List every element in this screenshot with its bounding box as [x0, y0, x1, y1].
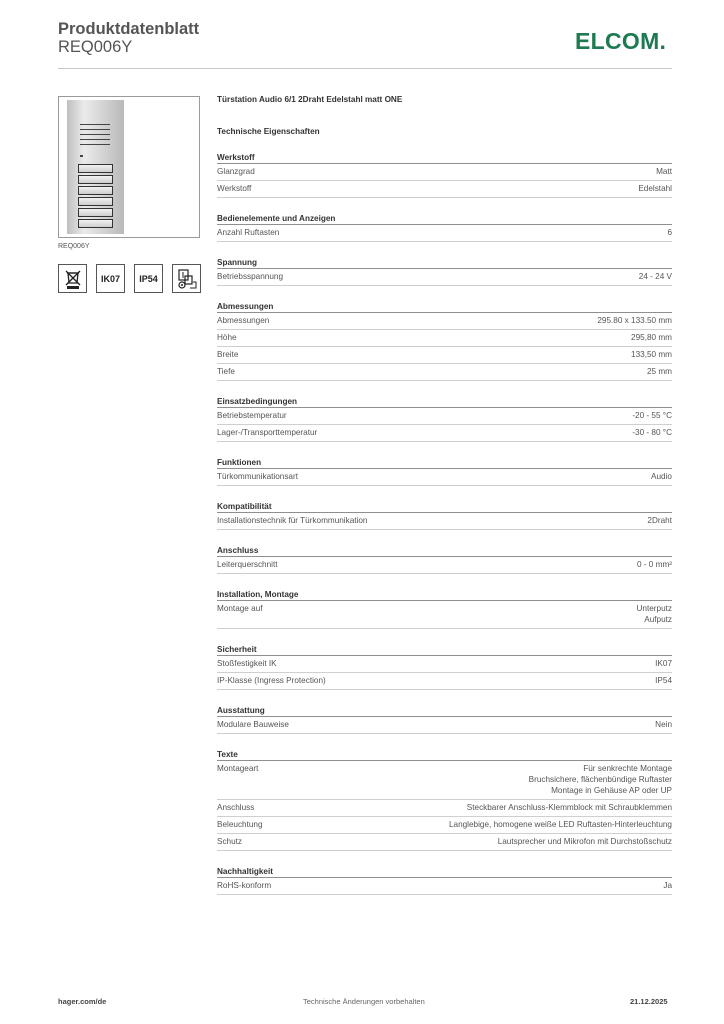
- spec-value: [631, 349, 672, 360]
- section-title: Funktionen: [217, 458, 672, 469]
- bell-button: [78, 219, 113, 228]
- spec-label: Montage auf: [217, 604, 263, 613]
- section-title: Werkstoff: [217, 153, 672, 164]
- microphone: [80, 155, 83, 157]
- product-code: REQ006Y: [58, 38, 133, 56]
- spec-label: Modulare Bauweise: [217, 720, 289, 729]
- spec-label: Breite: [217, 350, 239, 359]
- section-title: Anschluss: [217, 546, 672, 557]
- product-image: [58, 96, 200, 238]
- spec-label: Werkstoff: [217, 184, 252, 193]
- spec-row: [217, 330, 672, 347]
- spec-row: [217, 347, 672, 364]
- section-title: Abmessungen: [217, 302, 672, 313]
- spec-row: [217, 364, 672, 381]
- spec-section: [217, 590, 672, 629]
- spec-label: Leiterquerschnitt: [217, 560, 278, 569]
- spec-value-line: Aufputz: [644, 615, 672, 624]
- spec-value-line: 295.80 x 133.50 mm: [597, 316, 672, 325]
- spec-row: [217, 164, 672, 181]
- ip54-badge: IP54: [134, 264, 163, 293]
- spec-sections: [217, 153, 672, 895]
- datasheet-content: [217, 92, 672, 895]
- spec-label: Türkommunikationsart: [217, 472, 298, 481]
- spec-value-line: IK07: [655, 659, 672, 668]
- bell-button: [78, 186, 113, 195]
- section-title: Spannung: [217, 258, 672, 269]
- spec-section: [217, 397, 672, 442]
- spec-section: [217, 214, 672, 242]
- spec-value-line: Audio: [651, 472, 672, 481]
- spec-value-line: Langlebige, homogene weiße LED Ruftasten-Hinterleuchtung: [448, 820, 672, 829]
- section-title: Einsatzbedingungen: [217, 397, 672, 408]
- spec-value: [655, 719, 672, 730]
- spec-value-line: 133,50 mm: [631, 350, 672, 359]
- spec-row: [217, 557, 672, 574]
- spec-row: [217, 601, 672, 629]
- footer-website[interactable]: hager.com/de: [58, 997, 107, 1006]
- spec-label: Montageart: [217, 764, 259, 773]
- spec-value: [651, 471, 672, 482]
- spec-value-line: Für senkrechte Montage: [583, 764, 672, 773]
- spec-label: Schutz: [217, 837, 243, 846]
- door-station-panel: [67, 100, 124, 234]
- spec-label: Installationstechnik für Türkommunikation: [217, 516, 368, 525]
- spec-row: [217, 878, 672, 895]
- spec-section: [217, 867, 672, 895]
- tech-properties-heading: Technische Eigenschaften: [217, 127, 320, 136]
- section-title: Bedienelemente und Anzeigen: [217, 214, 672, 225]
- spec-label: Abmessungen: [217, 316, 270, 325]
- spec-value: [632, 410, 672, 421]
- footer-notice: Technische Änderungen vorbehalten: [303, 997, 425, 1006]
- spec-value: [529, 763, 672, 796]
- bell-button: [78, 197, 113, 206]
- spec-section: [217, 645, 672, 690]
- spec-label: Beleuchtung: [217, 820, 263, 829]
- spec-value-line: Lautsprecher und Mikrofon mit Durchstoßschutz: [497, 837, 672, 846]
- spec-label: RoHS-konform: [217, 881, 272, 890]
- spec-value-line: 25 mm: [646, 367, 672, 376]
- spec-value-line: Edelstahl: [638, 184, 672, 193]
- speaker-grille-line: [80, 144, 110, 145]
- spec-value: [656, 166, 672, 177]
- spec-value: [449, 819, 672, 830]
- spec-label: Anzahl Ruftasten: [217, 228, 280, 237]
- weee-icon: [58, 264, 87, 293]
- speaker-grille-line: [80, 134, 110, 135]
- spec-value-line: -20 - 55 °C: [632, 411, 672, 420]
- spec-value-line: IP54: [655, 676, 672, 685]
- header-divider: [58, 68, 672, 69]
- spec-value: [597, 315, 672, 326]
- spec-value: [655, 675, 672, 686]
- spec-label: IP-Klasse (Ingress Protection): [217, 676, 326, 685]
- spec-value: [637, 603, 673, 625]
- spec-value-line: 0 - 0 mm²: [636, 560, 672, 569]
- spec-label: Betriebstemperatur: [217, 411, 287, 420]
- section-title: Texte: [217, 750, 672, 761]
- speaker-grille-line: [80, 139, 110, 140]
- speaker-grille-line: [80, 124, 110, 125]
- bell-button: [78, 208, 113, 217]
- section-title: Sicherheit: [217, 645, 672, 656]
- spec-value: [632, 427, 672, 438]
- spec-section: [217, 750, 672, 851]
- spec-value-line: Matt: [656, 167, 672, 176]
- spec-section: [217, 153, 672, 198]
- spec-row: [217, 269, 672, 286]
- product-image-caption: REQ006Y: [58, 243, 90, 250]
- spec-label: Tiefe: [217, 367, 235, 376]
- section-title: Kompatibilität: [217, 502, 672, 513]
- spec-row: [217, 181, 672, 198]
- spec-label: Betriebsspannung: [217, 272, 284, 281]
- spec-value: [638, 183, 672, 194]
- spec-value-line: 24 - 24 V: [638, 272, 672, 281]
- spec-row: [217, 513, 672, 530]
- spec-section: [217, 258, 672, 286]
- spec-value: [637, 559, 672, 570]
- installation-icon: [172, 264, 201, 293]
- spec-value: [639, 271, 672, 282]
- spec-section: [217, 458, 672, 486]
- bell-button: [78, 164, 113, 173]
- spec-row: [217, 761, 672, 800]
- ik07-badge: IK07: [96, 264, 125, 293]
- spec-row: [217, 225, 672, 242]
- spec-value-line: Ja: [663, 881, 672, 890]
- spec-value: [631, 332, 672, 343]
- spec-row: [217, 673, 672, 690]
- spec-value: [663, 880, 672, 891]
- spec-row: [217, 817, 672, 834]
- spec-section: [217, 706, 672, 734]
- section-title: Nachhaltigkeit: [217, 867, 672, 878]
- spec-value-line: Montage in Gehäuse AP oder UP: [551, 786, 672, 795]
- spec-value: [647, 366, 672, 377]
- spec-section: [217, 502, 672, 530]
- spec-label: Lager-/Transporttemperatur: [217, 428, 318, 437]
- spec-row: [217, 469, 672, 486]
- spec-value: [498, 836, 672, 847]
- spec-label: Höhe: [217, 333, 237, 342]
- spec-row: [217, 656, 672, 673]
- spec-row: [217, 717, 672, 734]
- certification-icons: [58, 264, 201, 293]
- speaker-grille-line: [80, 129, 110, 130]
- section-title: Installation, Montage: [217, 590, 672, 601]
- spec-value-line: Bruchsichere, flächenbündige Ruftaster: [528, 775, 672, 784]
- brand-logo: ELCOM.: [575, 28, 667, 54]
- spec-row: [217, 313, 672, 330]
- spec-value: [647, 515, 672, 526]
- footer-date: 21.12.2025: [630, 997, 668, 1006]
- spec-value: [667, 227, 672, 238]
- spec-row: [217, 800, 672, 817]
- spec-section: [217, 302, 672, 381]
- spec-value-line: -30 - 80 °C: [632, 428, 672, 437]
- spec-row: [217, 408, 672, 425]
- spec-value: [467, 802, 672, 813]
- spec-label: Anschluss: [217, 803, 255, 812]
- spec-row: [217, 834, 672, 851]
- bell-button: [78, 175, 113, 184]
- section-title: Ausstattung: [217, 706, 672, 717]
- spec-label: Glanzgrad: [217, 167, 255, 176]
- product-name: Türstation Audio 6/1 2Draht Edelstahl matt ONE: [217, 95, 403, 104]
- spec-value-line: Steckbarer Anschluss-Klemmblock mit Schraubklemmen: [466, 803, 672, 812]
- spec-value-line: Unterputz: [636, 604, 672, 613]
- spec-value-line: 295,80 mm: [631, 333, 672, 342]
- spec-value-line: 6: [667, 228, 672, 237]
- spec-value-line: 2Draht: [647, 516, 672, 525]
- spec-value-line: Nein: [655, 720, 672, 729]
- spec-label: Stoßfestigkeit IK: [217, 659, 277, 668]
- spec-row: [217, 425, 672, 442]
- spec-value: [655, 658, 672, 669]
- page-title: Produktdatenblatt: [58, 20, 200, 38]
- spec-section: [217, 546, 672, 574]
